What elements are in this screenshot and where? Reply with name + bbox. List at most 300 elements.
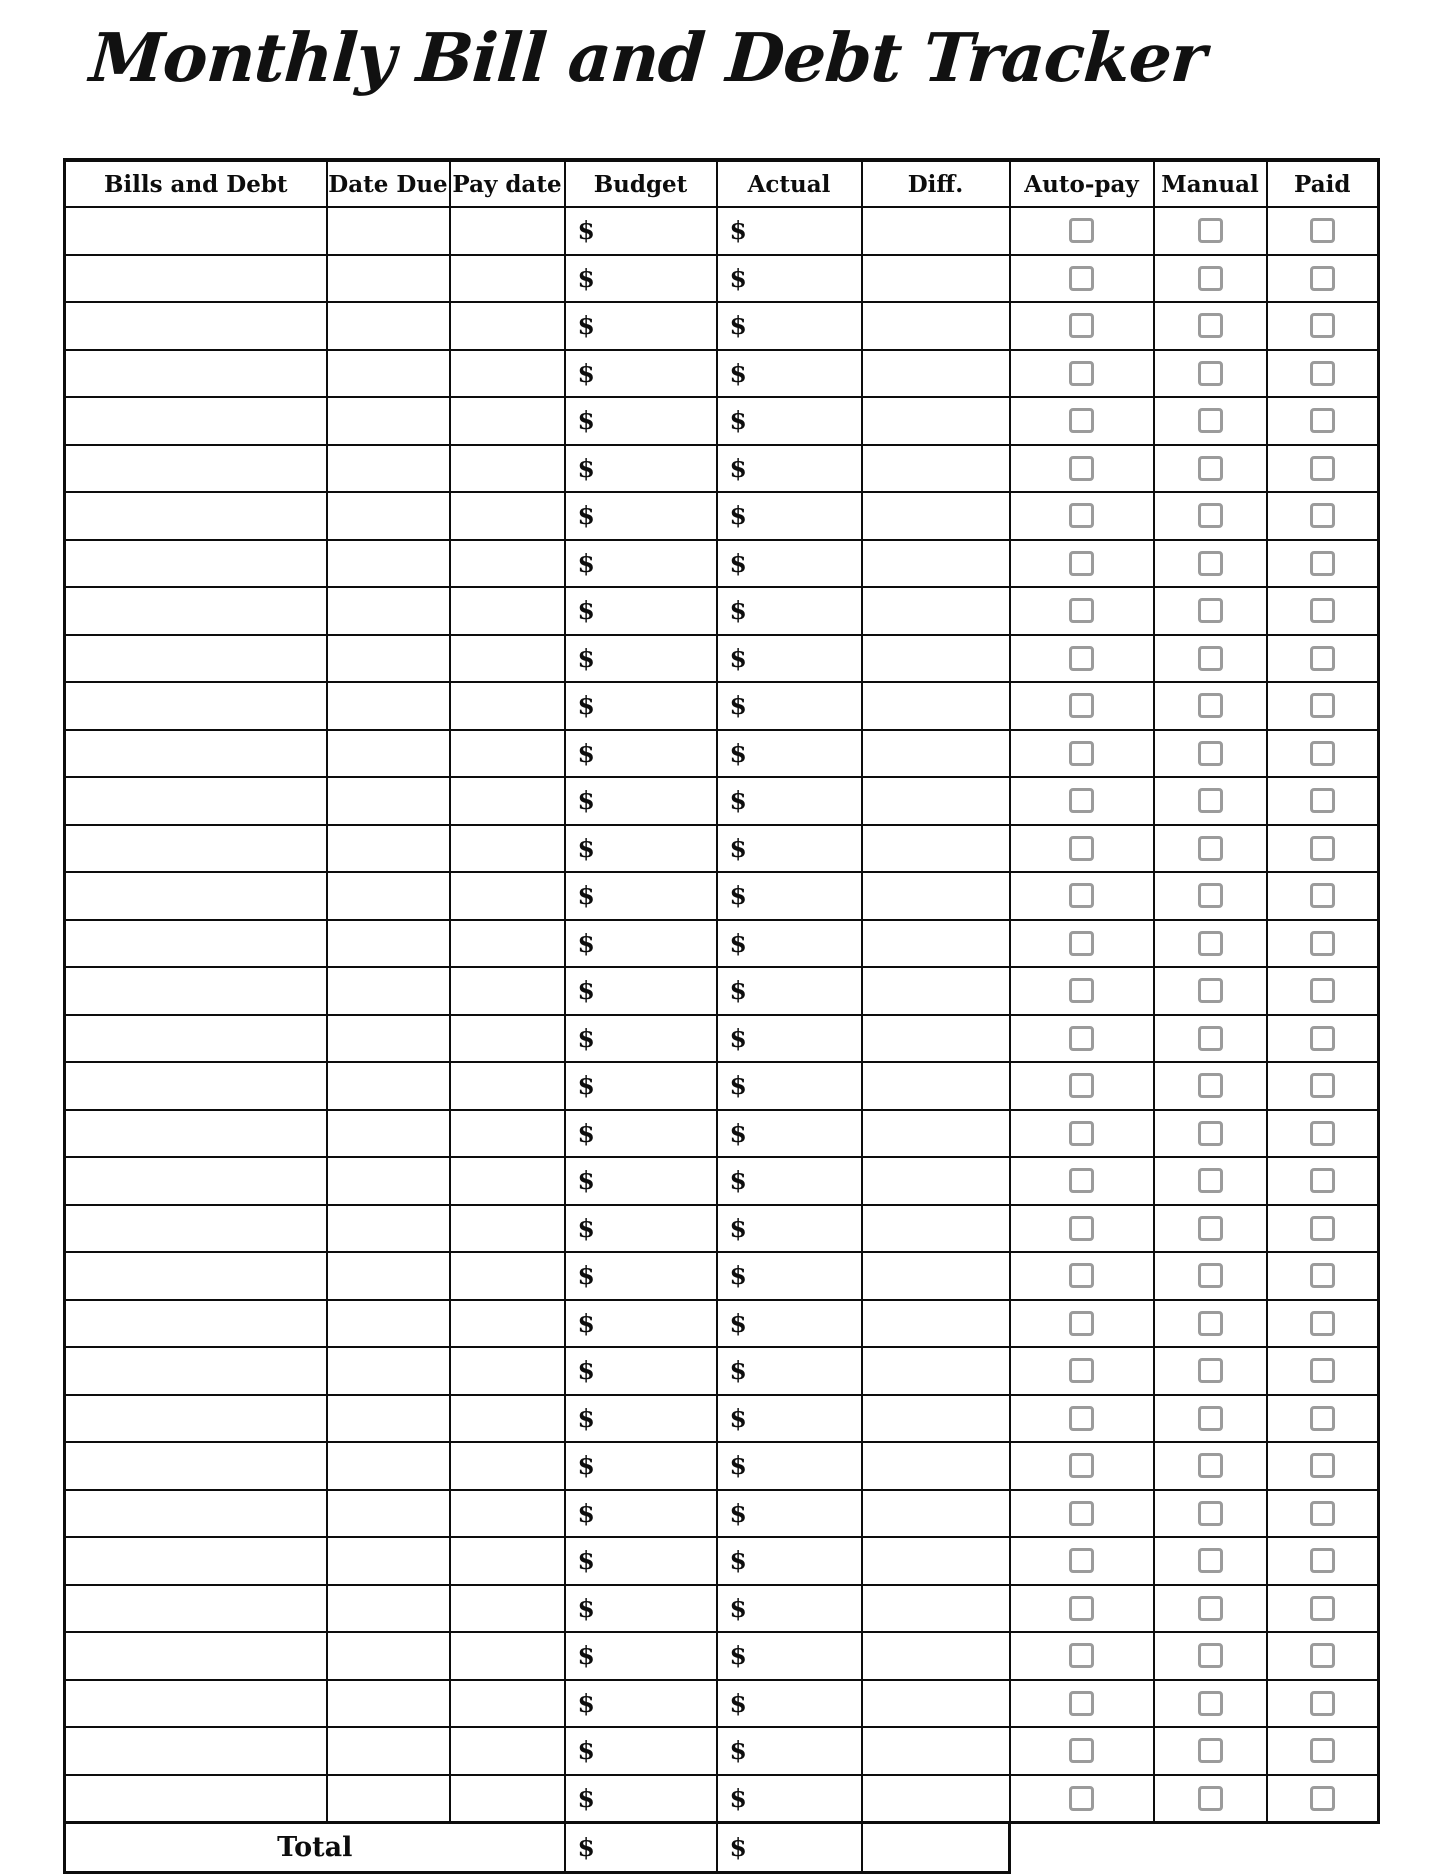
cell-budget[interactable] <box>565 397 717 445</box>
cell-actual[interactable] <box>717 1205 862 1253</box>
cell-pay-date[interactable] <box>450 1252 565 1300</box>
manual-checkbox[interactable] <box>1198 1406 1223 1431</box>
cell-pay-date[interactable] <box>450 587 565 635</box>
cell-diff[interactable] <box>862 1395 1010 1443</box>
auto-pay-checkbox[interactable] <box>1069 1548 1094 1573</box>
cell-actual[interactable] <box>717 967 862 1015</box>
cell-pay-date[interactable] <box>450 302 565 350</box>
cell-bills[interactable] <box>65 540 327 588</box>
cell-bills[interactable] <box>65 445 327 493</box>
auto-pay-checkbox[interactable] <box>1069 1216 1094 1241</box>
paid-checkbox[interactable] <box>1310 361 1335 386</box>
cell-diff[interactable] <box>862 1632 1010 1680</box>
auto-pay-checkbox[interactable] <box>1069 1501 1094 1526</box>
cell-pay-date[interactable] <box>450 1727 565 1775</box>
cell-date-due[interactable] <box>327 350 450 398</box>
auto-pay-checkbox[interactable] <box>1069 1026 1094 1051</box>
manual-checkbox[interactable] <box>1198 646 1223 671</box>
cell-actual[interactable] <box>717 1680 862 1728</box>
cell-pay-date[interactable] <box>450 1205 565 1253</box>
cell-budget[interactable] <box>565 1537 717 1585</box>
paid-checkbox[interactable] <box>1310 1168 1335 1193</box>
cell-budget[interactable] <box>565 1157 717 1205</box>
manual-checkbox[interactable] <box>1198 313 1223 338</box>
cell-budget[interactable] <box>565 207 717 255</box>
manual-checkbox[interactable] <box>1198 883 1223 908</box>
cell-pay-date[interactable] <box>450 397 565 445</box>
cell-budget[interactable] <box>565 1727 717 1775</box>
cell-diff[interactable] <box>862 1775 1010 1823</box>
cell-budget[interactable] <box>565 1490 717 1538</box>
cell-date-due[interactable] <box>327 1680 450 1728</box>
auto-pay-checkbox[interactable] <box>1069 1121 1094 1146</box>
cell-diff[interactable] <box>862 1157 1010 1205</box>
paid-checkbox[interactable] <box>1310 218 1335 243</box>
cell-diff[interactable] <box>862 492 1010 540</box>
cell-actual[interactable] <box>717 1252 862 1300</box>
manual-checkbox[interactable] <box>1198 1548 1223 1573</box>
cell-date-due[interactable] <box>327 587 450 635</box>
cell-pay-date[interactable] <box>450 730 565 778</box>
paid-checkbox[interactable] <box>1310 1548 1335 1573</box>
cell-diff[interactable] <box>862 1300 1010 1348</box>
manual-checkbox[interactable] <box>1198 693 1223 718</box>
cell-actual[interactable] <box>717 730 862 778</box>
auto-pay-checkbox[interactable] <box>1069 361 1094 386</box>
cell-date-due[interactable] <box>327 1442 450 1490</box>
cell-actual[interactable] <box>717 255 862 303</box>
cell-bills[interactable] <box>65 1157 327 1205</box>
cell-diff[interactable] <box>862 730 1010 778</box>
cell-diff[interactable] <box>862 1442 1010 1490</box>
cell-date-due[interactable] <box>327 1110 450 1158</box>
cell-actual[interactable] <box>717 1062 862 1110</box>
cell-actual[interactable] <box>717 1490 862 1538</box>
paid-checkbox[interactable] <box>1310 1501 1335 1526</box>
cell-budget[interactable] <box>565 1775 717 1823</box>
cell-pay-date[interactable] <box>450 872 565 920</box>
cell-budget[interactable] <box>565 1632 717 1680</box>
cell-bills[interactable] <box>65 350 327 398</box>
cell-date-due[interactable] <box>327 872 450 920</box>
cell-date-due[interactable] <box>327 397 450 445</box>
cell-actual[interactable] <box>717 587 862 635</box>
cell-diff[interactable] <box>862 1537 1010 1585</box>
cell-budget[interactable] <box>565 872 717 920</box>
cell-date-due[interactable] <box>327 1585 450 1633</box>
manual-checkbox[interactable] <box>1198 1596 1223 1621</box>
cell-bills[interactable] <box>65 1110 327 1158</box>
auto-pay-checkbox[interactable] <box>1069 551 1094 576</box>
cell-bills[interactable] <box>65 492 327 540</box>
cell-date-due[interactable] <box>327 777 450 825</box>
manual-checkbox[interactable] <box>1198 1358 1223 1383</box>
cell-pay-date[interactable] <box>450 635 565 683</box>
cell-actual[interactable] <box>717 1015 862 1063</box>
cell-bills[interactable] <box>65 1062 327 1110</box>
cell-diff[interactable] <box>862 1062 1010 1110</box>
manual-checkbox[interactable] <box>1198 598 1223 623</box>
manual-checkbox[interactable] <box>1198 1738 1223 1763</box>
cell-budget[interactable] <box>565 255 717 303</box>
paid-checkbox[interactable] <box>1310 313 1335 338</box>
cell-diff[interactable] <box>862 1110 1010 1158</box>
cell-bills[interactable] <box>65 1585 327 1633</box>
manual-checkbox[interactable] <box>1198 1501 1223 1526</box>
paid-checkbox[interactable] <box>1310 456 1335 481</box>
paid-checkbox[interactable] <box>1310 1358 1335 1383</box>
cell-date-due[interactable] <box>327 207 450 255</box>
cell-actual[interactable] <box>717 635 862 683</box>
paid-checkbox[interactable] <box>1310 1738 1335 1763</box>
cell-actual[interactable] <box>717 445 862 493</box>
cell-budget[interactable] <box>565 920 717 968</box>
paid-checkbox[interactable] <box>1310 1216 1335 1241</box>
auto-pay-checkbox[interactable] <box>1069 598 1094 623</box>
auto-pay-checkbox[interactable] <box>1069 313 1094 338</box>
manual-checkbox[interactable] <box>1198 456 1223 481</box>
cell-date-due[interactable] <box>327 255 450 303</box>
cell-actual[interactable] <box>717 872 862 920</box>
cell-actual[interactable] <box>717 1727 862 1775</box>
cell-actual[interactable] <box>717 1395 862 1443</box>
cell-actual[interactable] <box>717 540 862 588</box>
paid-checkbox[interactable] <box>1310 598 1335 623</box>
cell-actual[interactable] <box>717 682 862 730</box>
total-budget-cell[interactable] <box>565 1823 717 1873</box>
cell-diff[interactable] <box>862 1680 1010 1728</box>
cell-diff[interactable] <box>862 1015 1010 1063</box>
manual-checkbox[interactable] <box>1198 218 1223 243</box>
cell-budget[interactable] <box>565 540 717 588</box>
paid-checkbox[interactable] <box>1310 978 1335 1003</box>
manual-checkbox[interactable] <box>1198 1453 1223 1478</box>
cell-actual[interactable] <box>717 397 862 445</box>
cell-date-due[interactable] <box>327 1300 450 1348</box>
cell-date-due[interactable] <box>327 635 450 683</box>
cell-diff[interactable] <box>862 1252 1010 1300</box>
cell-date-due[interactable] <box>327 920 450 968</box>
cell-budget[interactable] <box>565 1585 717 1633</box>
cell-budget[interactable] <box>565 1442 717 1490</box>
cell-diff[interactable] <box>862 1347 1010 1395</box>
cell-bills[interactable] <box>65 255 327 303</box>
cell-actual[interactable] <box>717 1347 862 1395</box>
cell-diff[interactable] <box>862 1727 1010 1775</box>
cell-budget[interactable] <box>565 1395 717 1443</box>
cell-budget[interactable] <box>565 730 717 778</box>
paid-checkbox[interactable] <box>1310 1596 1335 1621</box>
cell-budget[interactable] <box>565 1347 717 1395</box>
auto-pay-checkbox[interactable] <box>1069 883 1094 908</box>
cell-bills[interactable] <box>65 1775 327 1823</box>
cell-bills[interactable] <box>65 1347 327 1395</box>
cell-date-due[interactable] <box>327 1347 450 1395</box>
paid-checkbox[interactable] <box>1310 693 1335 718</box>
manual-checkbox[interactable] <box>1198 1216 1223 1241</box>
cell-date-due[interactable] <box>327 1537 450 1585</box>
cell-diff[interactable] <box>862 302 1010 350</box>
cell-bills[interactable] <box>65 1252 327 1300</box>
cell-diff[interactable] <box>862 540 1010 588</box>
manual-checkbox[interactable] <box>1198 361 1223 386</box>
cell-budget[interactable] <box>565 825 717 873</box>
auto-pay-checkbox[interactable] <box>1069 693 1094 718</box>
cell-date-due[interactable] <box>327 967 450 1015</box>
paid-checkbox[interactable] <box>1310 1311 1335 1336</box>
cell-diff[interactable] <box>862 682 1010 730</box>
auto-pay-checkbox[interactable] <box>1069 1263 1094 1288</box>
cell-actual[interactable] <box>717 350 862 398</box>
auto-pay-checkbox[interactable] <box>1069 1596 1094 1621</box>
cell-diff[interactable] <box>862 445 1010 493</box>
manual-checkbox[interactable] <box>1198 788 1223 813</box>
cell-budget[interactable] <box>565 777 717 825</box>
cell-bills[interactable] <box>65 207 327 255</box>
cell-pay-date[interactable] <box>450 1775 565 1823</box>
cell-diff[interactable] <box>862 350 1010 398</box>
cell-budget[interactable] <box>565 350 717 398</box>
cell-pay-date[interactable] <box>450 1537 565 1585</box>
cell-pay-date[interactable] <box>450 1347 565 1395</box>
cell-diff[interactable] <box>862 967 1010 1015</box>
manual-checkbox[interactable] <box>1198 503 1223 528</box>
cell-date-due[interactable] <box>327 1015 450 1063</box>
cell-bills[interactable] <box>65 1015 327 1063</box>
auto-pay-checkbox[interactable] <box>1069 1073 1094 1098</box>
auto-pay-checkbox[interactable] <box>1069 1453 1094 1478</box>
cell-pay-date[interactable] <box>450 1015 565 1063</box>
auto-pay-checkbox[interactable] <box>1069 788 1094 813</box>
cell-bills[interactable] <box>65 1490 327 1538</box>
cell-budget[interactable] <box>565 492 717 540</box>
manual-checkbox[interactable] <box>1198 1691 1223 1716</box>
cell-bills[interactable] <box>65 1205 327 1253</box>
manual-checkbox[interactable] <box>1198 1263 1223 1288</box>
cell-diff[interactable] <box>862 872 1010 920</box>
auto-pay-checkbox[interactable] <box>1069 456 1094 481</box>
paid-checkbox[interactable] <box>1310 646 1335 671</box>
cell-pay-date[interactable] <box>450 1062 565 1110</box>
cell-actual[interactable] <box>717 1537 862 1585</box>
cell-bills[interactable] <box>65 1395 327 1443</box>
cell-budget[interactable] <box>565 1252 717 1300</box>
cell-diff[interactable] <box>862 255 1010 303</box>
cell-pay-date[interactable] <box>450 1395 565 1443</box>
cell-actual[interactable] <box>717 492 862 540</box>
cell-actual[interactable] <box>717 1775 862 1823</box>
cell-budget[interactable] <box>565 1300 717 1348</box>
cell-pay-date[interactable] <box>450 207 565 255</box>
auto-pay-checkbox[interactable] <box>1069 1311 1094 1336</box>
auto-pay-checkbox[interactable] <box>1069 1358 1094 1383</box>
auto-pay-checkbox[interactable] <box>1069 266 1094 291</box>
cell-date-due[interactable] <box>327 540 450 588</box>
cell-pay-date[interactable] <box>450 1157 565 1205</box>
cell-date-due[interactable] <box>327 445 450 493</box>
paid-checkbox[interactable] <box>1310 1691 1335 1716</box>
cell-budget[interactable] <box>565 1015 717 1063</box>
manual-checkbox[interactable] <box>1198 741 1223 766</box>
auto-pay-checkbox[interactable] <box>1069 218 1094 243</box>
cell-bills[interactable] <box>65 1537 327 1585</box>
paid-checkbox[interactable] <box>1310 836 1335 861</box>
cell-pay-date[interactable] <box>450 920 565 968</box>
cell-bills[interactable] <box>65 1632 327 1680</box>
cell-pay-date[interactable] <box>450 777 565 825</box>
auto-pay-checkbox[interactable] <box>1069 836 1094 861</box>
cell-budget[interactable] <box>565 1680 717 1728</box>
cell-date-due[interactable] <box>327 1490 450 1538</box>
auto-pay-checkbox[interactable] <box>1069 1406 1094 1431</box>
cell-actual[interactable] <box>717 825 862 873</box>
auto-pay-checkbox[interactable] <box>1069 646 1094 671</box>
auto-pay-checkbox[interactable] <box>1069 408 1094 433</box>
cell-bills[interactable] <box>65 635 327 683</box>
paid-checkbox[interactable] <box>1310 408 1335 433</box>
auto-pay-checkbox[interactable] <box>1069 1643 1094 1668</box>
paid-checkbox[interactable] <box>1310 883 1335 908</box>
cell-pay-date[interactable] <box>450 445 565 493</box>
cell-actual[interactable] <box>717 777 862 825</box>
cell-pay-date[interactable] <box>450 350 565 398</box>
paid-checkbox[interactable] <box>1310 1453 1335 1478</box>
cell-bills[interactable] <box>65 397 327 445</box>
auto-pay-checkbox[interactable] <box>1069 741 1094 766</box>
cell-pay-date[interactable] <box>450 967 565 1015</box>
cell-diff[interactable] <box>862 1205 1010 1253</box>
cell-actual[interactable] <box>717 1632 862 1680</box>
cell-budget[interactable] <box>565 302 717 350</box>
cell-date-due[interactable] <box>327 682 450 730</box>
cell-actual[interactable] <box>717 1442 862 1490</box>
paid-checkbox[interactable] <box>1310 551 1335 576</box>
total-diff-cell[interactable] <box>862 1823 1010 1873</box>
cell-pay-date[interactable] <box>450 682 565 730</box>
cell-budget[interactable] <box>565 587 717 635</box>
auto-pay-checkbox[interactable] <box>1069 1168 1094 1193</box>
cell-date-due[interactable] <box>327 492 450 540</box>
manual-checkbox[interactable] <box>1198 1121 1223 1146</box>
cell-bills[interactable] <box>65 825 327 873</box>
paid-checkbox[interactable] <box>1310 1643 1335 1668</box>
paid-checkbox[interactable] <box>1310 1026 1335 1051</box>
cell-budget[interactable] <box>565 1110 717 1158</box>
cell-pay-date[interactable] <box>450 825 565 873</box>
cell-bills[interactable] <box>65 1300 327 1348</box>
cell-actual[interactable] <box>717 1110 862 1158</box>
cell-date-due[interactable] <box>327 302 450 350</box>
cell-diff[interactable] <box>862 207 1010 255</box>
cell-diff[interactable] <box>862 397 1010 445</box>
cell-date-due[interactable] <box>327 1205 450 1253</box>
manual-checkbox[interactable] <box>1198 1643 1223 1668</box>
cell-budget[interactable] <box>565 1062 717 1110</box>
cell-budget[interactable] <box>565 682 717 730</box>
cell-diff[interactable] <box>862 825 1010 873</box>
paid-checkbox[interactable] <box>1310 1263 1335 1288</box>
cell-bills[interactable] <box>65 1727 327 1775</box>
cell-bills[interactable] <box>65 920 327 968</box>
auto-pay-checkbox[interactable] <box>1069 978 1094 1003</box>
paid-checkbox[interactable] <box>1310 1406 1335 1431</box>
cell-pay-date[interactable] <box>450 1110 565 1158</box>
cell-actual[interactable] <box>717 207 862 255</box>
cell-pay-date[interactable] <box>450 1300 565 1348</box>
cell-bills[interactable] <box>65 682 327 730</box>
manual-checkbox[interactable] <box>1198 1786 1223 1811</box>
cell-bills[interactable] <box>65 872 327 920</box>
cell-budget[interactable] <box>565 635 717 683</box>
cell-diff[interactable] <box>862 587 1010 635</box>
cell-pay-date[interactable] <box>450 1490 565 1538</box>
cell-pay-date[interactable] <box>450 540 565 588</box>
cell-diff[interactable] <box>862 1490 1010 1538</box>
cell-bills[interactable] <box>65 730 327 778</box>
paid-checkbox[interactable] <box>1310 1786 1335 1811</box>
cell-date-due[interactable] <box>327 1632 450 1680</box>
paid-checkbox[interactable] <box>1310 1121 1335 1146</box>
manual-checkbox[interactable] <box>1198 1026 1223 1051</box>
manual-checkbox[interactable] <box>1198 1311 1223 1336</box>
auto-pay-checkbox[interactable] <box>1069 1691 1094 1716</box>
manual-checkbox[interactable] <box>1198 1073 1223 1098</box>
manual-checkbox[interactable] <box>1198 266 1223 291</box>
cell-actual[interactable] <box>717 920 862 968</box>
cell-bills[interactable] <box>65 1442 327 1490</box>
cell-actual[interactable] <box>717 302 862 350</box>
cell-pay-date[interactable] <box>450 1442 565 1490</box>
cell-budget[interactable] <box>565 445 717 493</box>
auto-pay-checkbox[interactable] <box>1069 931 1094 956</box>
cell-pay-date[interactable] <box>450 1585 565 1633</box>
cell-pay-date[interactable] <box>450 1680 565 1728</box>
auto-pay-checkbox[interactable] <box>1069 1786 1094 1811</box>
cell-diff[interactable] <box>862 635 1010 683</box>
cell-budget[interactable] <box>565 967 717 1015</box>
total-actual-cell[interactable] <box>717 1823 862 1873</box>
cell-bills[interactable] <box>65 587 327 635</box>
cell-pay-date[interactable] <box>450 492 565 540</box>
cell-actual[interactable] <box>717 1585 862 1633</box>
auto-pay-checkbox[interactable] <box>1069 503 1094 528</box>
cell-pay-date[interactable] <box>450 1632 565 1680</box>
cell-date-due[interactable] <box>327 1395 450 1443</box>
cell-actual[interactable] <box>717 1157 862 1205</box>
cell-date-due[interactable] <box>327 1157 450 1205</box>
cell-bills[interactable] <box>65 967 327 1015</box>
cell-date-due[interactable] <box>327 1252 450 1300</box>
manual-checkbox[interactable] <box>1198 836 1223 861</box>
cell-bills[interactable] <box>65 1680 327 1728</box>
paid-checkbox[interactable] <box>1310 1073 1335 1098</box>
paid-checkbox[interactable] <box>1310 741 1335 766</box>
cell-actual[interactable] <box>717 1300 862 1348</box>
paid-checkbox[interactable] <box>1310 931 1335 956</box>
manual-checkbox[interactable] <box>1198 931 1223 956</box>
cell-date-due[interactable] <box>327 1727 450 1775</box>
cell-date-due[interactable] <box>327 730 450 778</box>
auto-pay-checkbox[interactable] <box>1069 1738 1094 1763</box>
manual-checkbox[interactable] <box>1198 978 1223 1003</box>
manual-checkbox[interactable] <box>1198 551 1223 576</box>
cell-date-due[interactable] <box>327 1062 450 1110</box>
cell-pay-date[interactable] <box>450 255 565 303</box>
cell-date-due[interactable] <box>327 825 450 873</box>
paid-checkbox[interactable] <box>1310 788 1335 813</box>
cell-diff[interactable] <box>862 920 1010 968</box>
cell-diff[interactable] <box>862 777 1010 825</box>
